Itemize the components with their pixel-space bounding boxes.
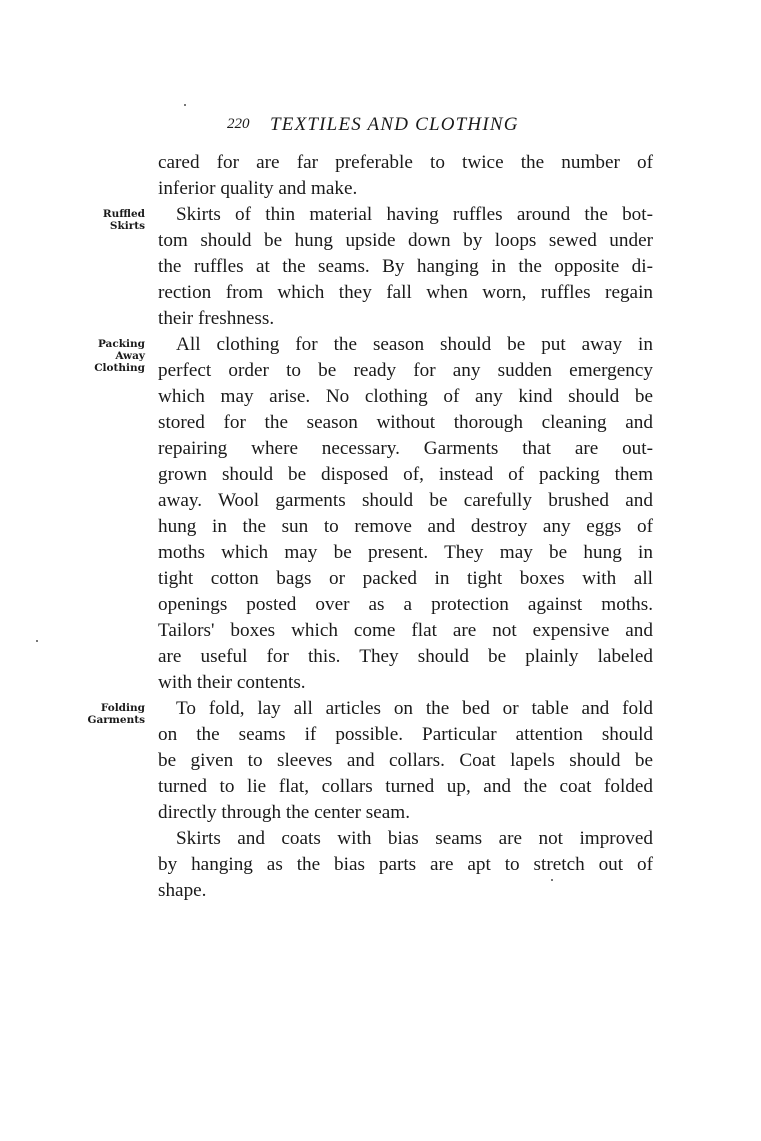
text-line: To fold, lay all articles on the bed or table and fold	[176, 698, 653, 719]
margin-note-line: Away	[115, 350, 145, 362]
text-line: hung in the sun to remove and destroy any eggs of	[158, 516, 653, 537]
page-number: 220	[227, 116, 250, 132]
scan-speck	[551, 879, 553, 881]
text-line: All clothing for the season should be put away in	[176, 334, 653, 355]
text-line: their freshness.	[158, 308, 275, 329]
text-line: repairing where necessary. Garments that are out-	[158, 438, 653, 459]
margin-note-line: Skirts	[109, 220, 145, 232]
text-line: Skirts of thin material having ruffles around the bot-	[176, 204, 653, 225]
text-line: away. Wool garments should be carefully brushed and	[158, 490, 653, 511]
text-line: stored for the season without thorough cleaning and	[158, 412, 653, 433]
text-line: rection from which they fall when worn, ruffles regain	[158, 282, 653, 303]
text-line: cared for are far preferable to twice the number of	[158, 152, 653, 173]
text-line: be given to sleeves and collars. Coat lapels should be	[158, 750, 653, 771]
scan-speck	[36, 640, 38, 642]
text-line: turned to lie flat, collars turned up, and the coat folded	[158, 776, 653, 797]
text-line: on the seams if possible. Particular attention should	[158, 724, 653, 745]
text-line: openings posted over as a protection against moths.	[158, 594, 653, 615]
text-line: by hanging as the bias parts are apt to stretch out of	[158, 854, 653, 875]
margin-note-line: Ruffled	[102, 208, 145, 220]
text-line: grown should be disposed of, instead of packing them	[158, 464, 653, 485]
margin-note-line: Packing	[97, 338, 145, 350]
text-line: are useful for this. They should be plainly labeled	[158, 646, 653, 667]
margin-note-line: Clothing	[94, 362, 145, 374]
text-line: Tailors' boxes which come flat are not expensive and	[158, 620, 653, 641]
text-line: tight cotton bags or packed in tight boxes with all	[158, 568, 653, 589]
text-line: moths which may be present. They may be hung in	[158, 542, 653, 563]
margin-note	[103, 208, 145, 232]
text-line: perfect order to be ready for any sudden emergency	[158, 360, 653, 381]
running-title: TEXTILES AND CLOTHING	[270, 114, 519, 135]
text-line: Skirts and coats with bias seams are not improved	[176, 828, 653, 849]
scan-speck	[184, 104, 186, 106]
text-line: with their contents.	[158, 672, 306, 693]
text-line: which may arise. No clothing of any kind should be	[158, 386, 653, 407]
margin-note	[88, 702, 146, 726]
text-line: shape.	[158, 880, 207, 901]
text-line: tom should be hung upside down by loops sewed under	[158, 230, 653, 251]
text-line: inferior quality and make.	[158, 178, 358, 199]
margin-note	[94, 338, 145, 374]
text-line: directly through the center seam.	[158, 802, 411, 823]
text-line: the ruffles at the seams. By hanging in the opposite di-	[158, 256, 653, 277]
margin-note-line: Garments	[87, 714, 145, 726]
margin-note-line: Folding	[100, 702, 145, 714]
